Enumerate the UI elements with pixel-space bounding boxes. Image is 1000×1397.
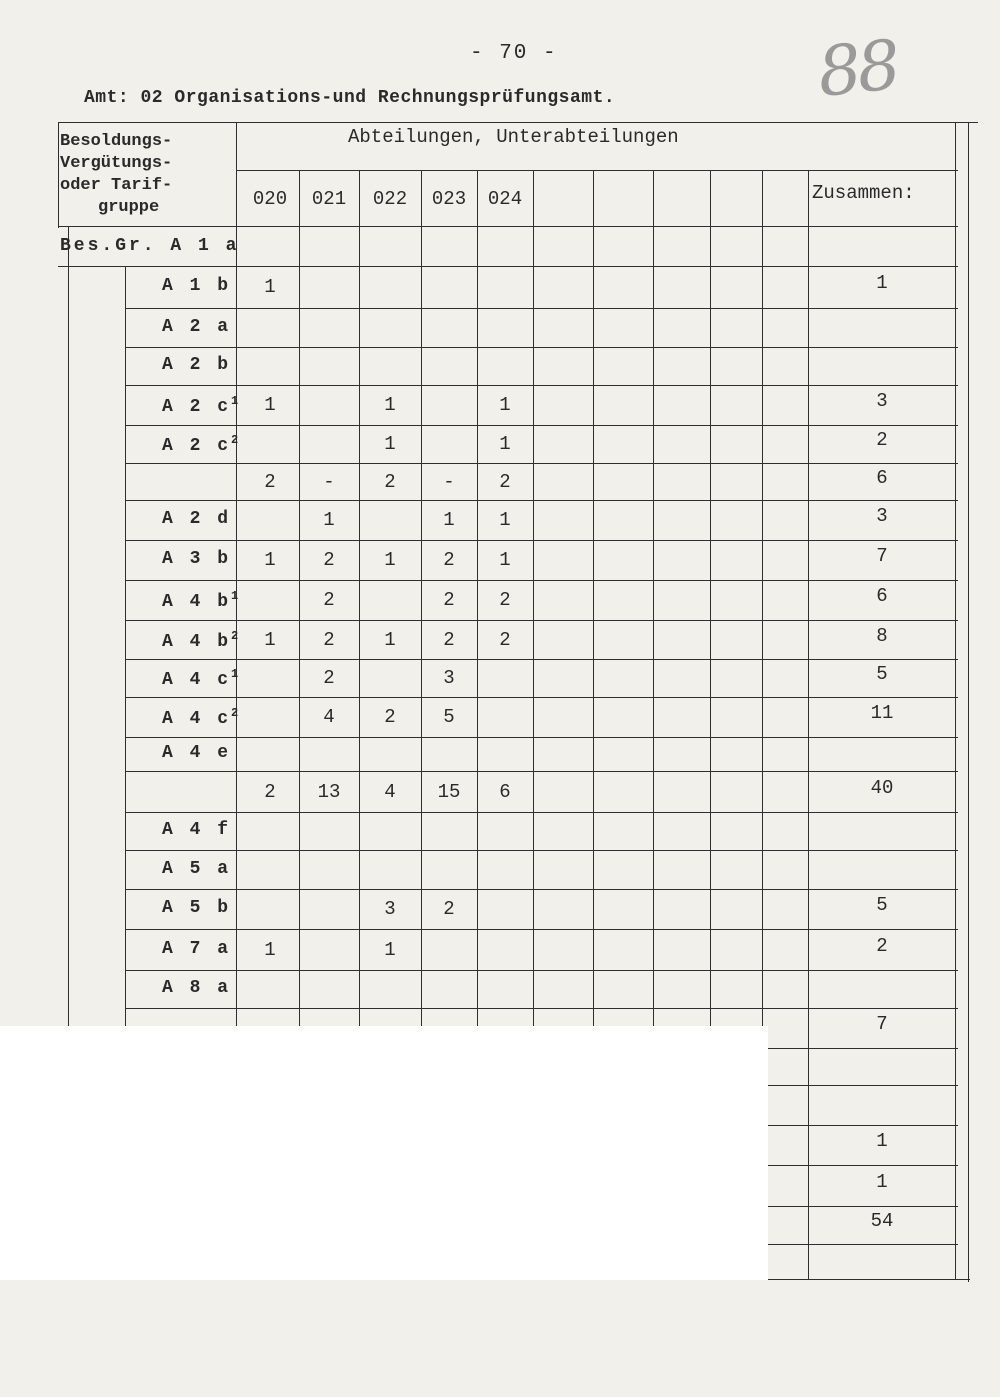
- column-header: 022: [372, 188, 408, 210]
- department-value: 1: [443, 509, 455, 531]
- row-total: 1: [876, 272, 888, 294]
- row-total: 6: [876, 466, 888, 489]
- department-value: 1: [384, 628, 396, 651]
- row-rule: [125, 771, 958, 772]
- page-number: - 70 -: [470, 42, 558, 65]
- department-value: 2: [264, 470, 276, 493]
- pay-group-superscript: 2: [231, 433, 239, 447]
- row-rule: [125, 659, 958, 660]
- department-value: -: [443, 470, 455, 493]
- row-rule: [125, 580, 958, 581]
- pay-group-superscript: 1: [231, 667, 239, 681]
- departments-header: Abteilungen, Unterabteilungen: [348, 126, 679, 148]
- department-value: 4: [323, 706, 335, 728]
- pay-group-superscript: 1: [231, 394, 239, 408]
- department-subheader-rule: [236, 170, 958, 171]
- table-left-rule: [58, 122, 59, 228]
- department-value: -: [323, 470, 335, 493]
- department-value: 1: [264, 628, 276, 651]
- department-value: 1: [384, 433, 396, 455]
- pay-group-label: A 4 f: [162, 820, 232, 840]
- department-value: 1: [264, 394, 276, 416]
- pay-group-superscript: 1: [231, 589, 239, 603]
- total-column-header: Zusammen:: [812, 182, 915, 204]
- department-value: 2: [443, 589, 455, 611]
- group-header-line: oder Tarif-: [60, 176, 173, 195]
- department-value: 6: [499, 780, 511, 803]
- column-rule: [955, 122, 956, 1279]
- pay-group-label: A 2 $c^1$: [162, 394, 239, 417]
- group-header-line: Vergütungs-: [60, 154, 173, 173]
- department-value: 2: [499, 470, 511, 493]
- header-bottom-rule: [58, 226, 958, 227]
- row-rule: [125, 347, 958, 348]
- department-value: 1: [264, 938, 276, 961]
- row-rule: [125, 500, 958, 501]
- group-header-line: gruppe: [98, 198, 160, 217]
- redacted-area: [0, 1026, 768, 1280]
- row-rule: [125, 1008, 958, 1009]
- amt-heading: Amt: 02 Organisations-und Rechnungsprüfungsamt.: [84, 88, 616, 108]
- row-total: 2: [876, 429, 888, 451]
- handwritten-page-number: 88: [814, 26, 901, 113]
- row-rule: [125, 463, 958, 464]
- row-rule: [125, 850, 958, 851]
- department-value: 2: [499, 589, 511, 611]
- pay-group-label: A 2 d: [162, 509, 232, 529]
- row-rule: [125, 929, 958, 930]
- department-value: 2: [323, 549, 335, 571]
- department-value: 1: [499, 433, 511, 455]
- row-rule: [125, 385, 958, 386]
- department-value: 1: [264, 549, 276, 571]
- row-rule: [125, 737, 958, 738]
- department-value: 2: [443, 628, 455, 651]
- department-value: 1: [499, 549, 511, 571]
- department-value: 2: [323, 589, 335, 611]
- department-value: 4: [384, 780, 396, 803]
- group-inner-rule: [125, 266, 126, 1026]
- department-value: 2: [384, 470, 396, 493]
- column-header: 024: [487, 188, 523, 210]
- pay-group-label: A 3 b: [162, 549, 232, 569]
- department-value: 3: [443, 667, 455, 689]
- row-rule: [125, 889, 958, 890]
- group-column-left-rule: [68, 226, 69, 1026]
- column-header: 021: [311, 188, 347, 210]
- pay-group-superscript: 2: [231, 706, 239, 720]
- row-total: 8: [876, 624, 888, 647]
- department-value: 2: [264, 780, 276, 803]
- row-total: 5: [876, 894, 888, 916]
- row-rule: [125, 697, 958, 698]
- row-rule: [125, 308, 958, 309]
- department-value: 3: [384, 898, 396, 920]
- row-rule: [125, 540, 958, 541]
- department-value: 1: [384, 394, 396, 416]
- column-header: 023: [431, 188, 467, 210]
- row-total: 6: [876, 585, 888, 607]
- department-value: 1: [384, 938, 396, 961]
- table-top-rule: [58, 122, 978, 123]
- group-header-line: Besoldungs-: [60, 132, 173, 151]
- pay-group-label: A 4 $c^2$: [162, 706, 239, 729]
- row-total: 2: [876, 934, 888, 957]
- pay-group-label: A 4 e: [162, 743, 232, 763]
- pay-group-label: A 4 $b^1$: [162, 589, 239, 612]
- row-total: 40: [870, 776, 894, 799]
- table-right-rule: [968, 122, 969, 1282]
- department-value: 1: [499, 394, 511, 416]
- row-total: 1: [876, 1130, 888, 1152]
- column-header: 020: [252, 188, 288, 210]
- row-total: 7: [876, 1013, 888, 1035]
- row-rule: [125, 970, 958, 971]
- pay-group-label: A 2 b: [162, 355, 232, 375]
- row-total: 11: [870, 702, 894, 724]
- pay-group-label: A 2 $c^2$: [162, 433, 239, 456]
- department-value: 1: [264, 276, 276, 298]
- row-total: 3: [876, 505, 888, 527]
- pay-group-label: Bes.Gr. A 1 a: [60, 236, 240, 256]
- pay-group-label: A 5 a: [162, 858, 232, 879]
- pay-group-label: A 4 $c^1$: [162, 667, 239, 690]
- pay-group-superscript: 2: [231, 628, 239, 643]
- department-value: 1: [499, 509, 511, 531]
- department-value: 2: [384, 706, 396, 728]
- row-rule: [125, 620, 958, 621]
- row-rule: [58, 266, 958, 267]
- department-value: 13: [317, 780, 341, 803]
- pay-group-label: A 7 a: [162, 938, 232, 959]
- department-value: 5: [443, 706, 455, 728]
- row-total: 5: [876, 663, 888, 685]
- pay-group-label: A 4 $b^2$: [162, 628, 239, 652]
- department-value: 2: [323, 667, 335, 689]
- department-value: 1: [384, 549, 396, 571]
- row-total: 3: [876, 390, 888, 412]
- row-total: 7: [876, 545, 888, 567]
- pay-group-label: A 8 a: [162, 978, 232, 998]
- pay-group-label: A 1 b: [162, 276, 232, 296]
- department-value: 2: [443, 898, 455, 920]
- row-total: 54: [870, 1210, 894, 1232]
- row-rule: [125, 425, 958, 426]
- department-value: 15: [437, 780, 461, 803]
- department-value: 2: [499, 628, 511, 651]
- column-rule: [808, 170, 809, 1279]
- pay-group-label: A 5 b: [162, 898, 232, 918]
- department-value: 1: [323, 509, 335, 531]
- department-value: 2: [443, 549, 455, 571]
- row-rule: [125, 812, 958, 813]
- row-total: 1: [876, 1170, 888, 1193]
- pay-group-label: A 2 a: [162, 316, 232, 337]
- department-value: 2: [323, 628, 335, 651]
